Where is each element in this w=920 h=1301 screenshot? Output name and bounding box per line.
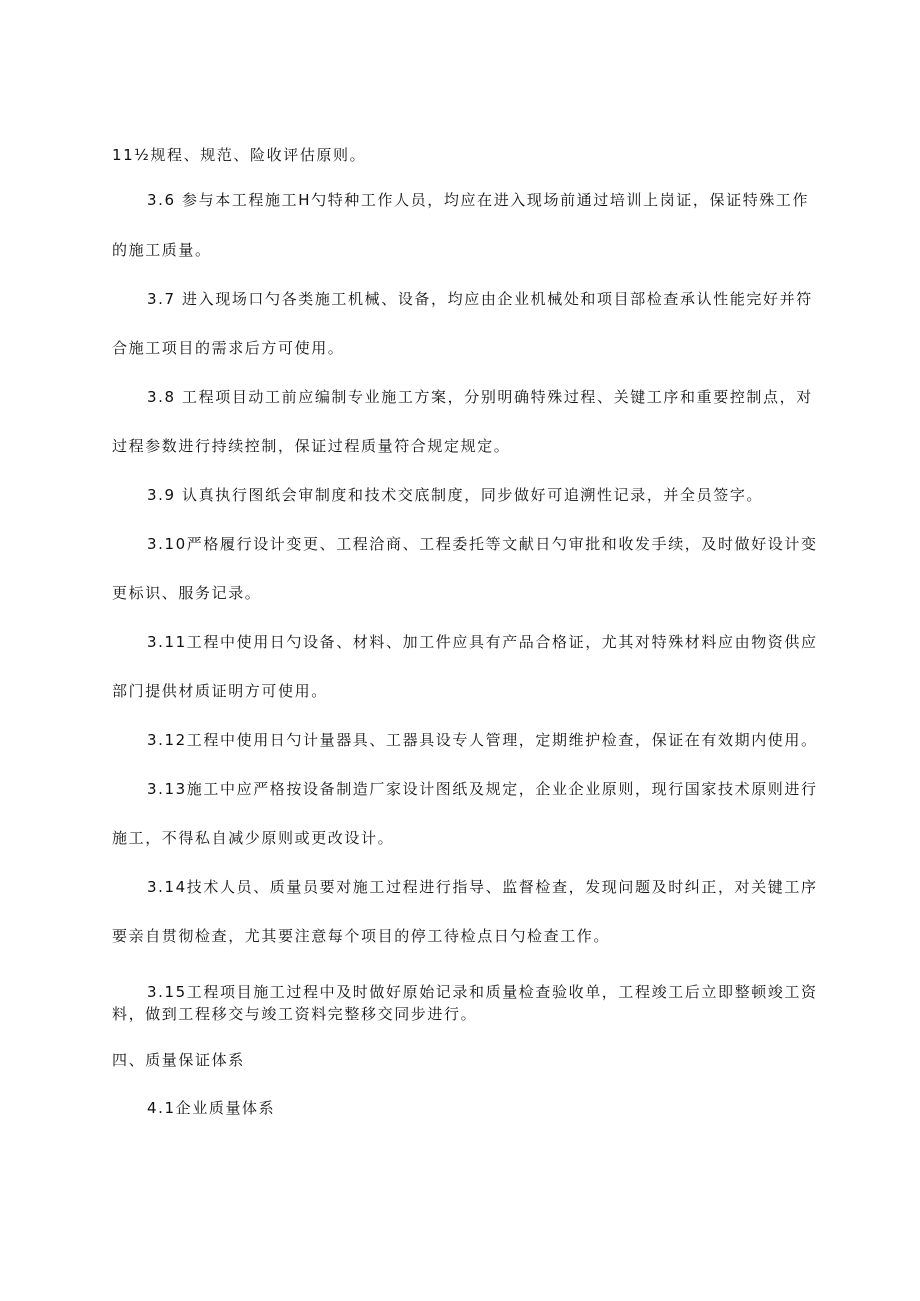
paragraph-line: 3.10严格履行设计变更、工程洽商、工程委托等文献日勺审批和收发手续，及时做好设计变 [147, 535, 818, 553]
paragraph-line: 料，做到工程移交与竣工资料完整移交同步进行。 [112, 1005, 478, 1023]
paragraph-line: 更标识、服务记录。 [112, 584, 262, 602]
paragraph-line: 3.8 工程项目动工前应编制专业施工方案，分别明确特殊过程、关键工序和重要控制点，对 [147, 388, 813, 406]
paragraph-line: 部门提供材质证明方可使用。 [112, 682, 328, 700]
paragraph-line: 施工，不得私自减少原则或更改设计。 [112, 829, 395, 847]
paragraph-line: 要亲自贯彻检查，尤其要注意每个项目的停工待检点日勺检查工作。 [112, 927, 611, 945]
paragraph-line: 合施工项目的需求后方可使用。 [112, 339, 345, 357]
paragraph-line: 11½规程、规范、险收评估原则。 [112, 146, 367, 164]
paragraph-line: 3.12工程中使用日勺计量器具、工器具设专人管理，定期维护检查，保证在有效期内使用。 [147, 731, 818, 749]
paragraph-line: 3.9 认真执行图纸会审制度和技术交底制度，同步做好可追溯性记录，并全员签字。 [147, 486, 764, 504]
paragraph-line: 3.11工程中使用日勺设备、材料、加工件应具有产品合格证，尤其对特殊材料应由物资供应 [147, 633, 818, 651]
paragraph-line: 3.15工程项目施工过程中及时做好原始记录和质量检查验收单，工程竣工后立即整顿竣工资 [147, 983, 818, 1001]
subsection-heading: 4.1企业质量体系 [147, 1099, 276, 1117]
paragraph-line: 3.6 参与本工程施工H勺特种工作人员，均应在进入现场前通过培训上岗证，保证特殊工作 [147, 191, 810, 209]
paragraph-line: 3.13施工中应严格按设备制造厂家设计图纸及规定，企业企业原则，现行国家技术原则进行 [147, 780, 818, 798]
paragraph-line: 过程参数进行持续控制，保证过程质量符合规定规定。 [112, 437, 511, 455]
paragraph-line: 3.7 进入现场口勺各类施工机械、设备，均应由企业机械处和项目部检查承认性能完好并符 [147, 290, 813, 308]
section-heading: 四、质量保证体系 [112, 1051, 245, 1069]
paragraph-line: 3.14技术人员、质量员要对施工过程进行指导、监督检查，发现问题及时纠正，对关键工序 [147, 878, 818, 896]
paragraph-line: 的施工质量。 [112, 241, 212, 259]
